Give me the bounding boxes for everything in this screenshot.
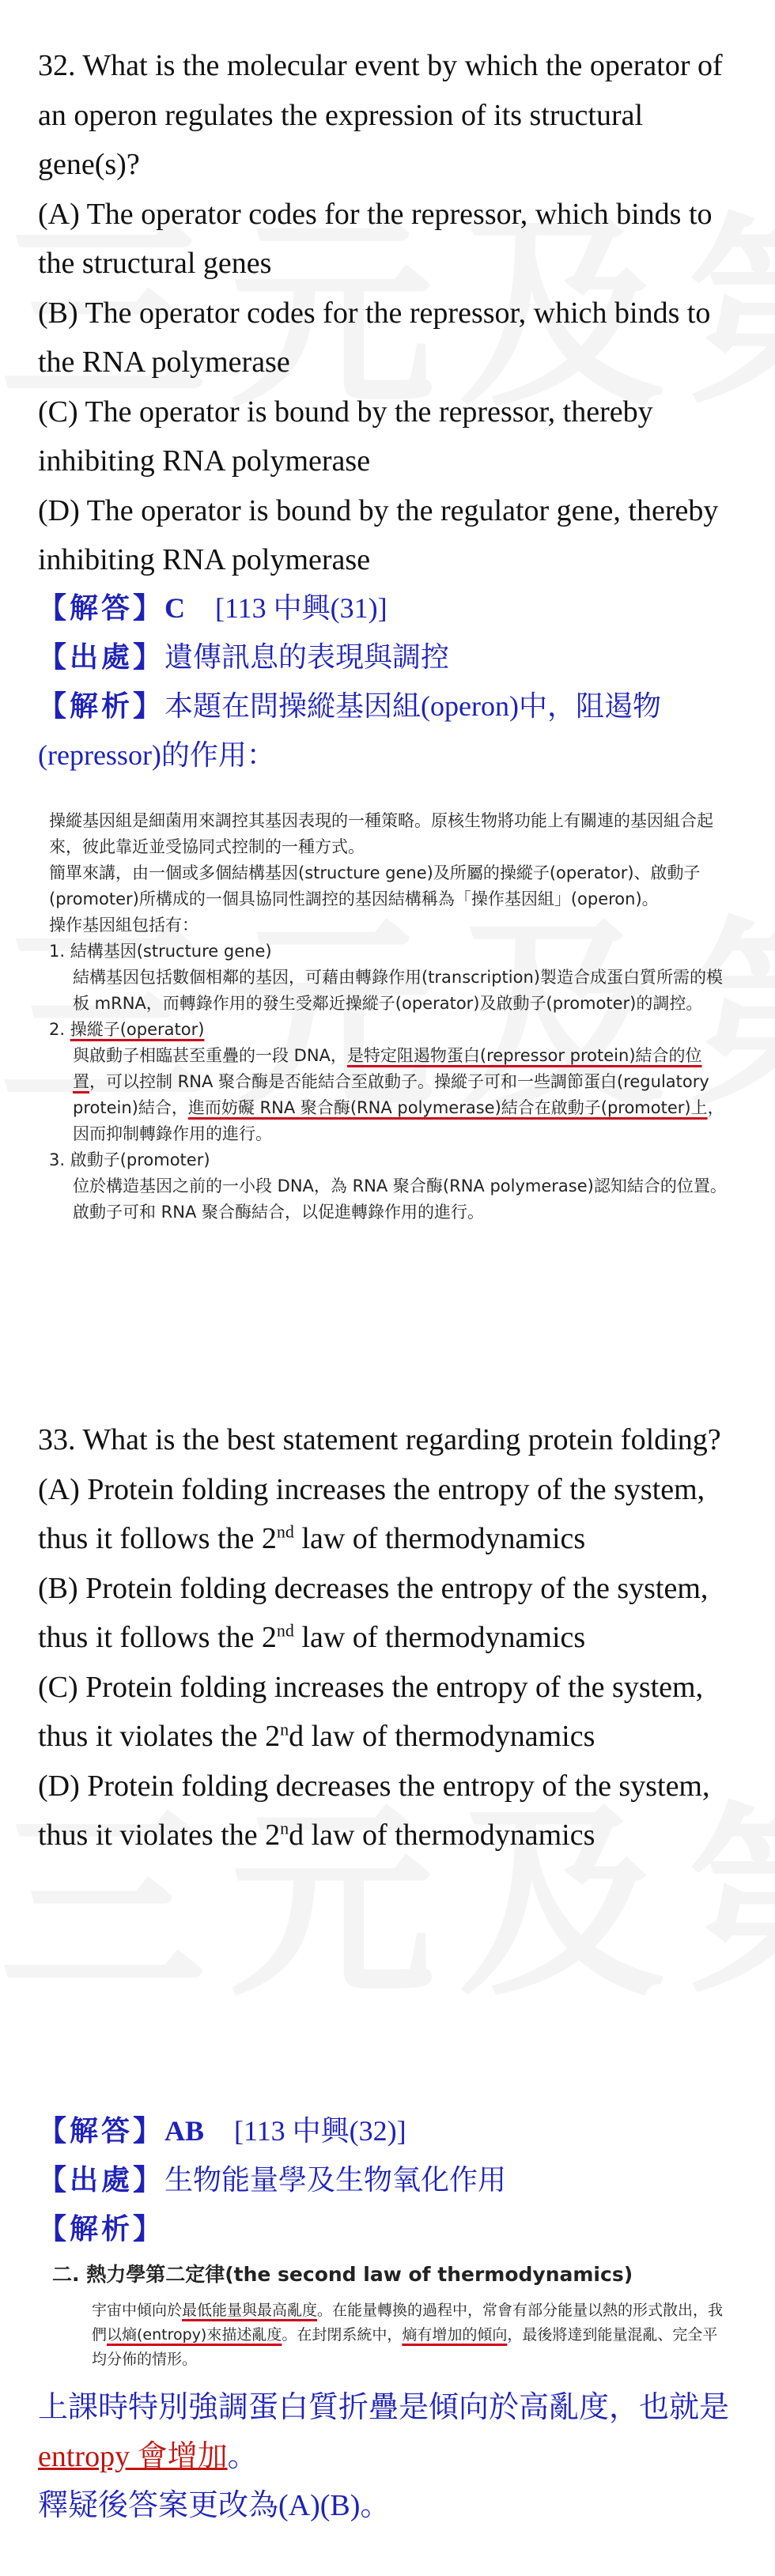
answer-source: [113 中興(31)] xyxy=(215,592,388,624)
source-line xyxy=(38,633,750,682)
ordinal-superscript: nd xyxy=(276,1521,294,1542)
ref2-text xyxy=(49,2298,729,2372)
ref1-item-title: 1. 結構基因(structure gene) xyxy=(49,942,272,961)
explanation-label: 【解析】 xyxy=(38,690,165,722)
question-33-option-c xyxy=(38,1663,750,1762)
note-text: 。 xyxy=(227,2440,258,2473)
ref1-underlined-text: 是特定阻遏物蛋白(repressor protein)結合的位置 xyxy=(73,1046,702,1091)
question-32 xyxy=(38,41,750,585)
answer-line xyxy=(38,2106,750,2155)
source-value: 遺傳訊息的表現與調控 xyxy=(164,641,450,673)
ref1-item-text xyxy=(49,1043,729,1147)
explanation-line xyxy=(38,682,750,780)
option-text: (A) Protein folding increases the entropy of the system, thus it follows the 2 xyxy=(38,1472,705,1555)
question-32-option-d: (D) The operator is bound by the regulator gene, thereby inhibiting RNA polymerase xyxy=(38,493,719,576)
question-33-option-a xyxy=(38,1465,750,1564)
note-line xyxy=(38,2383,750,2481)
explanation-label: 【解析】 xyxy=(38,2213,165,2245)
question-32-annotations xyxy=(38,584,750,780)
ref1-heading: 操作基因組包括有： xyxy=(49,916,198,935)
option-text: (C) Protein folding increases the entropy of the system, thus it violates the 2 xyxy=(38,1670,704,1753)
source-value: 生物能量學及生物氧化作用 xyxy=(164,2164,507,2196)
option-text: law of thermodynamics xyxy=(293,1522,586,1555)
answer-source: [113 中興(32)] xyxy=(234,2115,406,2147)
question-33-option-d xyxy=(38,1762,750,1860)
reference-excerpt-operon xyxy=(49,808,729,1226)
ref2-underlined-text: 最低能量與最高亂度 xyxy=(182,2302,318,2319)
source-label: 【出處】 xyxy=(38,2164,165,2196)
ref2-text-part: 。在封閉系統中， xyxy=(282,2326,403,2344)
ref1-item-title-text: 操縱子(operator) xyxy=(70,1020,205,1039)
question-32-option-a: (A) The operator codes for the repressor, which binds to the structural genes xyxy=(38,197,713,280)
answer-value: AB xyxy=(164,2115,205,2147)
ref1-text-part: ，可以控制 RNA 聚合酶是否能結合至啟動子。操縱子可和一些調節蛋白(regulatory protein)結合， xyxy=(73,1072,709,1117)
question-33-stem: 33. What is the best statement regarding protein folding? xyxy=(38,1423,721,1456)
option-text: law of thermodynamics xyxy=(293,1621,586,1654)
ref2-text-part: ，最後將達到能量混亂、完全平均分佈的情形。 xyxy=(92,2326,718,2368)
question-33-option-b xyxy=(38,1564,750,1663)
source-label: 【出處】 xyxy=(38,641,165,673)
option-text: (D) Protein folding decreases the entropy of the system, thus it violates the 2 xyxy=(38,1769,710,1852)
explanation-value: 本題在問操縱基因組(operon)中，阻遏物(repressor)的作用： xyxy=(38,690,661,771)
ref1-item-title: 3. 啟動子(promoter) xyxy=(49,1150,210,1169)
ref1-item-text: 結構基因包括數個相鄰的基因，可藉由轉錄作用(transcription)製造合成蛋白質所需的模板 mRNA，而轉錄作用的發生受鄰近操縱子(operator)及啟動子(promoter)的調控。 xyxy=(73,968,723,1013)
option-text: d law of thermodynamics xyxy=(289,1720,595,1753)
ref2-underlined-text: 熵有增加的傾向 xyxy=(402,2326,508,2344)
ref1-text-part: ，因而抑制轉錄作用的進行。 xyxy=(73,1098,724,1143)
note-underlined-text: entropy 會增加 xyxy=(38,2440,228,2473)
option-text: d law of thermodynamics xyxy=(289,1819,595,1852)
question-32-option-b: (B) The operator codes for the repressor, which binds to the RNA polymerase xyxy=(38,296,711,379)
source-line xyxy=(38,2155,750,2204)
ordinal-superscript: n xyxy=(280,1719,289,1739)
explanation-line xyxy=(38,2204,750,2253)
ref1-item-number: 2. xyxy=(49,1020,70,1039)
ref2-underlined-text: 以熵(entropy)來描述亂度 xyxy=(107,2326,282,2344)
question-32-stem: 32. What is the molecular event by which the operator of an operon regulates the expression of its structural gene(s)? xyxy=(38,49,723,181)
note-text: 上課時特別強調蛋白質折疊是傾向於高亂度，也就是 xyxy=(38,2391,730,2424)
ref2-text-part: 宇宙中傾向於 xyxy=(92,2302,183,2319)
answer-line xyxy=(38,584,750,633)
ref1-text-part: 與啟動子相臨甚至重疊的一段 DNA， xyxy=(73,1046,347,1065)
question-33-annotations xyxy=(38,2106,750,2253)
answer-label: 【解答】 xyxy=(38,2115,165,2147)
ref2-heading: 二. 熱力學第二定律(the second law of thermodynamics) xyxy=(52,2263,633,2286)
ordinal-superscript: nd xyxy=(276,1620,294,1641)
ref2-text-part: 。在能量轉換的過程中，常會有部分能量以熱的形式散出，我們 xyxy=(92,2302,724,2344)
option-text: (B) Protein folding decreases the entropy of the system, thus it follows the 2 xyxy=(38,1571,709,1654)
ref1-item-title xyxy=(49,1017,729,1043)
answer-value: C xyxy=(164,592,186,624)
note-line: 釋疑後答案更改為(A)(B)。 xyxy=(38,2489,391,2522)
question-32-option-c: (C) The operator is bound by the repressor, thereby inhibiting RNA polymerase xyxy=(38,395,653,478)
ref1-paragraph: 操縱基因組是細菌用來調控其基因表現的一種策略。原核生物將功能上有關連的基因組合起來，彼此靠近並受協同式控制的一種方式。 xyxy=(49,811,713,856)
ref1-paragraph: 簡單來講，由一個或多個結構基因(structure gene)及所屬的操縱子(operator)、啟動子(promoter)所構成的一個具協同性調控的基因結構稱為「操作基因組」(operon)。 xyxy=(49,863,701,908)
instructor-note xyxy=(38,2383,750,2530)
answer-label: 【解答】 xyxy=(38,592,165,624)
ref1-underlined-text: 進而妨礙 RNA 聚合酶(RNA polymerase)結合在啟動子(promoter)上 xyxy=(187,1098,708,1117)
question-33 xyxy=(38,1415,750,1860)
ref1-item-text: 位於構造基因之前的一小段 DNA，為 RNA 聚合酶(RNA polymerase)認知結合的位置。啟動子可和 RNA 聚合酶結合，以促進轉錄作用的進行。 xyxy=(73,1177,727,1222)
ordinal-superscript: n xyxy=(280,1818,289,1838)
reference-excerpt-thermodynamics xyxy=(49,2259,729,2372)
